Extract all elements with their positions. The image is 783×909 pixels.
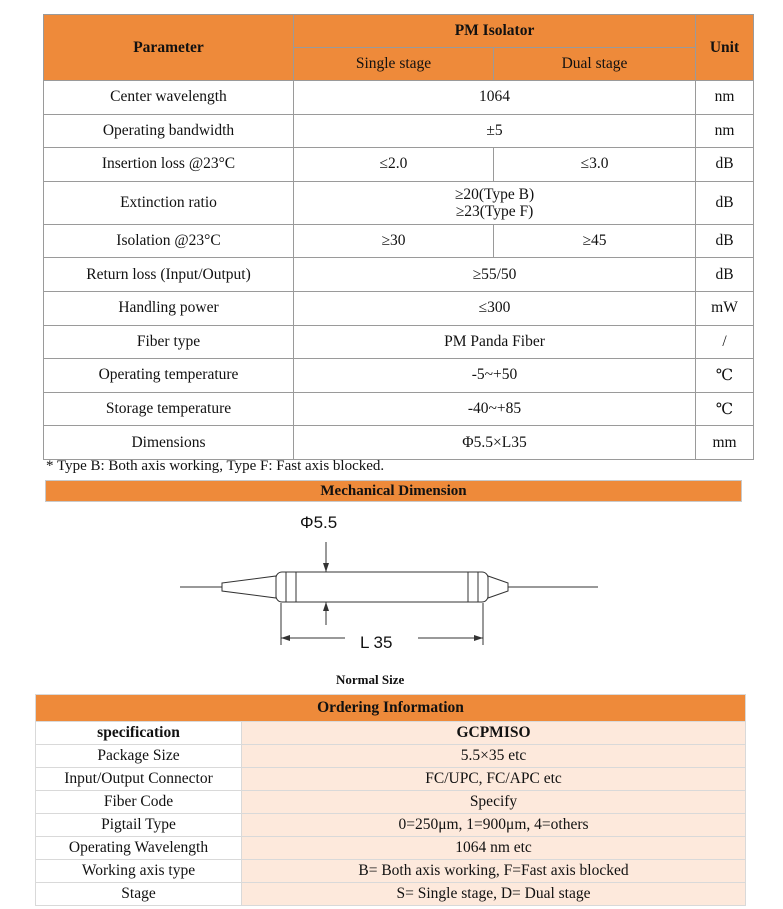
value-line-2: ≥23(Type F) [455, 202, 534, 220]
param-cell: Storage temperature [44, 392, 294, 426]
param-cell: Extinction ratio [44, 181, 294, 224]
ordering-row [36, 883, 746, 906]
unit-cell: dB [696, 258, 754, 292]
single-value-cell: ≤2.0 [294, 148, 494, 182]
param-cell: Return loss (Input/Output) [44, 258, 294, 292]
single-value-cell: ≥30 [294, 224, 494, 258]
param-cell: Isolation @23°C [44, 224, 294, 258]
param-cell: Insertion loss @23°C [44, 148, 294, 182]
header-unit: Unit [696, 15, 754, 81]
spec-row [44, 81, 754, 115]
spec-row [44, 392, 754, 426]
header-single-stage: Single stage [294, 48, 494, 81]
ordering-key: Working axis type [36, 860, 242, 883]
spec-row [44, 426, 754, 460]
mechanical-dimension-header: Mechanical Dimension [45, 480, 742, 502]
ordering-information-header: Ordering Information [36, 695, 746, 722]
ordering-value: 5.5×35 etc [242, 745, 746, 768]
ordering-value: 1064 nm etc [242, 837, 746, 860]
ordering-value: 0=250μm, 1=900μm, 4=others [242, 814, 746, 837]
dual-value-cell: ≤3.0 [494, 148, 696, 182]
ordering-row [36, 814, 746, 837]
unit-cell: ℃ [696, 359, 754, 393]
value-cell: ±5 [294, 114, 696, 148]
spec-head-cell: specification [36, 722, 242, 745]
header-dual-stage: Dual stage [494, 48, 696, 81]
diameter-label: Φ5.5 [300, 513, 338, 532]
ordering-value: Specify [242, 791, 746, 814]
ordering-row [36, 860, 746, 883]
unit-cell: nm [696, 114, 754, 148]
unit-cell: mW [696, 291, 754, 325]
ordering-value: FC/UPC, FC/APC etc [242, 768, 746, 791]
header-pm-isolator: PM Isolator [294, 15, 696, 48]
param-cell: Fiber type [44, 325, 294, 359]
ordering-row [36, 745, 746, 768]
right-boot [488, 576, 508, 598]
ordering-row [36, 791, 746, 814]
ordering-row [36, 837, 746, 860]
ordering-row [36, 768, 746, 791]
isolator-drawing [0, 505, 783, 670]
dual-value-cell: ≥45 [494, 224, 696, 258]
normal-size-caption: Normal Size [336, 672, 405, 687]
value-cell: -40~+85 [294, 392, 696, 426]
unit-cell: nm [696, 81, 754, 115]
ordering-key: Package Size [36, 745, 242, 768]
spec-row [44, 291, 754, 325]
ordering-key: Pigtail Type [36, 814, 242, 837]
ordering-table [35, 694, 746, 906]
param-cell: Operating bandwidth [44, 114, 294, 148]
ordering-value: B= Both axis working, F=Fast axis blocked [242, 860, 746, 883]
unit-cell: dB [696, 148, 754, 182]
spec-row [44, 258, 754, 292]
spec-row [44, 359, 754, 393]
ordering-key: Stage [36, 883, 242, 906]
value-cell: Φ5.5×L35 [294, 426, 696, 460]
ordering-key: Operating Wavelength [36, 837, 242, 860]
unit-cell: ℃ [696, 392, 754, 426]
unit-cell: mm [696, 426, 754, 460]
value-cell: ≤300 [294, 291, 696, 325]
value-cell: ≥55/50 [294, 258, 696, 292]
value-cell: PM Panda Fiber [294, 325, 696, 359]
ordering-key: Input/Output Connector [36, 768, 242, 791]
spec-table [43, 14, 754, 460]
spec-row [44, 325, 754, 359]
isolator-body [276, 572, 488, 602]
left-boot [222, 576, 276, 598]
param-cell: Center wavelength [44, 81, 294, 115]
unit-cell: dB [696, 224, 754, 258]
unit-cell: / [696, 325, 754, 359]
spec-row [44, 114, 754, 148]
ordering-key: Fiber Code [36, 791, 242, 814]
unit-cell: dB [696, 181, 754, 224]
ordering-value: S= Single stage, D= Dual stage [242, 883, 746, 906]
length-label: L 35 [360, 633, 393, 652]
header-parameter: Parameter [44, 15, 294, 81]
value-line-1: ≥20(Type B) [454, 185, 535, 203]
type-footnote: * Type B: Both axis working, Type F: Fast axis blocked. [46, 458, 385, 474]
value-cell: -5~+50 [294, 359, 696, 393]
value-cell [294, 181, 696, 224]
param-cell: Dimensions [44, 426, 294, 460]
value-cell: 1064 [294, 81, 696, 115]
spec-row [44, 181, 754, 224]
model-head-cell: GCPMISO [242, 722, 746, 745]
spec-row [44, 148, 754, 182]
spec-row [44, 224, 754, 258]
param-cell: Operating temperature [44, 359, 294, 393]
param-cell: Handling power [44, 291, 294, 325]
